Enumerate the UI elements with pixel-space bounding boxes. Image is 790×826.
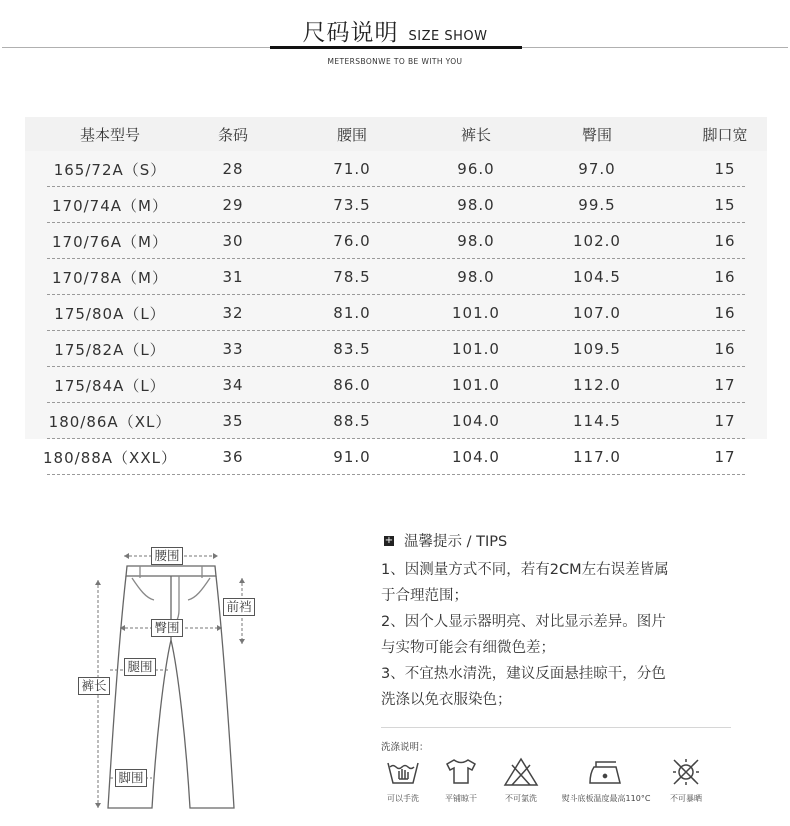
brand-slogan: METERSBONWE TO BE WITH YOU: [327, 57, 463, 66]
cell-length: 101.0: [452, 340, 500, 358]
table-row: [25, 367, 767, 403]
wash-item-no-sun-dry: [664, 757, 708, 804]
no-sun-dry-icon: [668, 757, 704, 787]
cell-leg-opening: 17: [714, 412, 736, 430]
cell-waist: 76.0: [333, 232, 371, 250]
table-row: [25, 259, 767, 295]
tips-heading: [381, 530, 741, 551]
wash-label: 不可氯洗: [505, 794, 537, 803]
header-accent-bar: [270, 46, 522, 49]
cell-leg-opening: 17: [714, 448, 736, 466]
wash-label: 熨斗底板温度最高110°C: [561, 794, 651, 803]
cell-length: 96.0: [457, 160, 495, 178]
table-row: [25, 223, 767, 259]
cell-leg-opening: 16: [714, 304, 736, 322]
tip-line: 2、因个人显示器明亮、对比显示差异。图片: [381, 614, 666, 630]
cell-waist: 86.0: [333, 376, 371, 394]
cell-model: 170/78A（M）: [52, 268, 168, 287]
cell-waist: 83.5: [333, 340, 371, 358]
cell-length: 104.0: [452, 448, 500, 466]
cell-hip: 114.5: [573, 412, 621, 430]
table-row: [25, 295, 767, 331]
header-cell-code: 条码: [217, 125, 248, 144]
tip-line: 3、不宜热水清洗，建议反面悬挂晾干，分色: [381, 666, 666, 682]
wash-label: 平铺晾干: [445, 794, 477, 803]
cell-length: 98.0: [457, 232, 495, 250]
label-front-rise: 前裆: [223, 598, 255, 616]
cell-length: 98.0: [457, 268, 495, 286]
title-chinese: 尺码说明: [302, 20, 399, 46]
cell-length: 101.0: [452, 304, 500, 322]
label-leg-opening: 脚围: [115, 769, 147, 787]
cell-hip: 99.5: [578, 196, 616, 214]
cell-model: 175/84A（L）: [54, 376, 166, 395]
table-row: [25, 151, 767, 187]
page-header: [0, 0, 790, 80]
tip-line: 于合理范围；: [381, 588, 468, 604]
tips-section: [381, 530, 741, 803]
cell-code: 34: [222, 376, 244, 394]
cell-model: 180/86A（XL）: [48, 412, 172, 431]
title-block: [0, 14, 790, 47]
cell-leg-opening: 17: [714, 376, 736, 394]
title-english: SIZE SHOW: [408, 29, 488, 44]
table-row: [25, 187, 767, 223]
cell-waist: 78.5: [333, 268, 371, 286]
header-cell-length: 裤长: [460, 125, 491, 144]
table-body: [25, 151, 767, 475]
label-length: 裤长: [78, 677, 110, 695]
header-cell-model: 基本型号: [79, 125, 140, 144]
cell-hip: 97.0: [578, 160, 616, 178]
header-cell-waist: 腰围: [336, 125, 367, 144]
tips-divider: [381, 727, 731, 728]
cell-model: 175/80A（L）: [54, 304, 166, 323]
cell-model: 175/82A（L）: [54, 340, 166, 359]
header-cell-leg-opening: 脚口宽: [702, 125, 748, 144]
wash-item-hand-wash: [381, 757, 425, 804]
cell-waist: 91.0: [333, 448, 371, 466]
cell-hip: 104.5: [573, 268, 621, 286]
table-row: [25, 403, 767, 439]
hand-wash-icon: [385, 757, 421, 787]
wash-instructions-title: 洗涤说明：: [381, 742, 429, 753]
cell-model: 180/88A（XXL）: [43, 448, 177, 467]
cell-waist: 71.0: [333, 160, 371, 178]
label-waist: 腰围: [151, 547, 183, 565]
wash-icons-row: [381, 757, 741, 817]
cell-length: 101.0: [452, 376, 500, 394]
wash-label: 不可暴晒: [670, 794, 702, 803]
cell-leg-opening: 16: [714, 268, 736, 286]
tip-line: 1、因测量方式不同，若有2CM左右误差皆属: [381, 562, 669, 578]
cell-hip: 102.0: [573, 232, 621, 250]
cell-code: 33: [222, 340, 244, 358]
header-cell-hip: 臀围: [581, 125, 612, 144]
cell-hip: 117.0: [573, 448, 621, 466]
cell-length: 98.0: [457, 196, 495, 214]
cell-hip: 107.0: [573, 304, 621, 322]
cell-code: 30: [222, 232, 244, 250]
cell-hip: 109.5: [573, 340, 621, 358]
cell-code: 29: [222, 196, 244, 214]
tip-line: 洗涤以免衣服染色；: [381, 692, 512, 708]
cell-model: 170/76A（M）: [52, 232, 168, 251]
wash-item-no-bleach: [499, 757, 543, 804]
cell-code: 32: [222, 304, 244, 322]
table-row: [25, 439, 767, 475]
tip-line: 与实物可能会有细微色差；: [381, 640, 555, 656]
tips-body: [381, 557, 741, 713]
cell-code: 28: [222, 160, 244, 178]
cell-hip: 112.0: [573, 376, 621, 394]
no-bleach-icon: [503, 757, 539, 787]
plus-square-icon: +: [384, 534, 394, 546]
cell-length: 104.0: [452, 412, 500, 430]
wash-label: 可以手洗: [387, 794, 419, 803]
cell-code: 35: [222, 412, 244, 430]
cell-waist: 73.5: [333, 196, 371, 214]
pants-measurement-diagram: [70, 540, 300, 820]
table-header-row: [25, 117, 767, 151]
size-table: [25, 117, 767, 475]
tips-title-text: 温馨提示 / TIPS: [404, 534, 508, 550]
label-thigh: 腿围: [124, 658, 156, 676]
iron-icon: [586, 757, 626, 787]
wash-item-flat-dry: [439, 757, 483, 804]
cell-model: 165/72A（S）: [53, 160, 167, 179]
cell-leg-opening: 15: [714, 196, 736, 214]
cell-code: 31: [222, 268, 244, 286]
cell-leg-opening: 15: [714, 160, 736, 178]
cell-waist: 88.5: [333, 412, 371, 430]
cell-model: 170/74A（M）: [52, 196, 168, 215]
cell-leg-opening: 16: [714, 340, 736, 358]
flat-dry-icon: [443, 757, 479, 787]
cell-leg-opening: 16: [714, 232, 736, 250]
table-row: [25, 331, 767, 367]
cell-waist: 81.0: [333, 304, 371, 322]
label-hip: 臀围: [151, 619, 183, 637]
wash-item-iron: [551, 757, 661, 804]
cell-code: 36: [222, 448, 244, 466]
